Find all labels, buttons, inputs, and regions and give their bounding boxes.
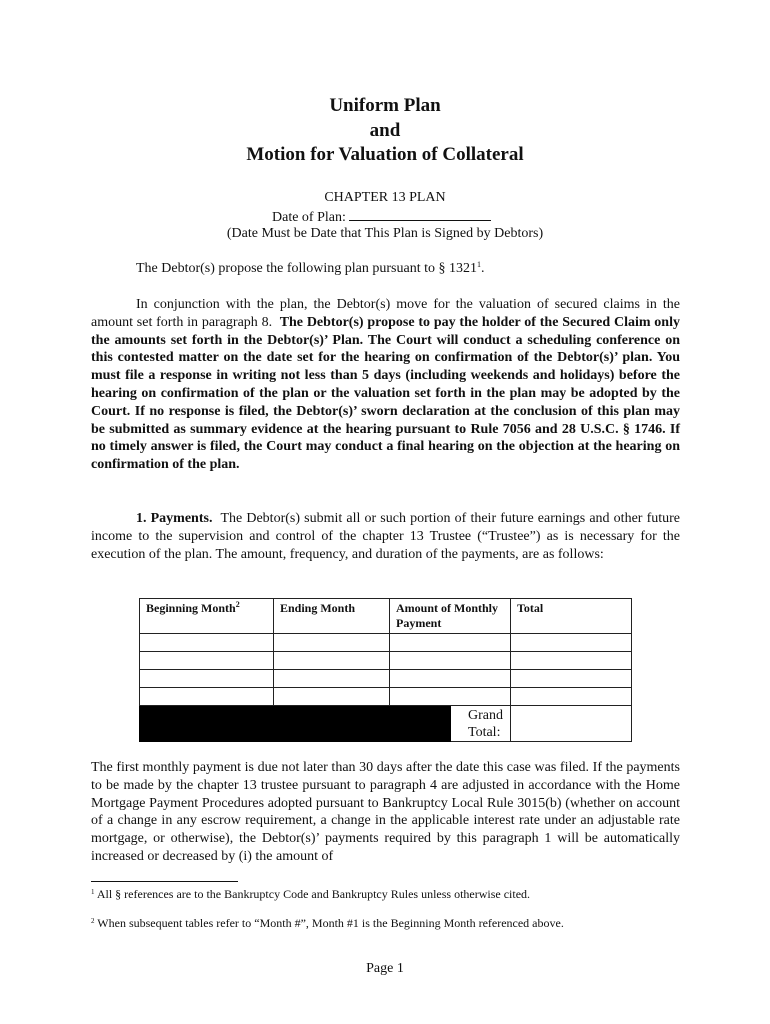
- table-cell[interactable]: [511, 688, 632, 706]
- page-number: Page 1: [366, 961, 404, 976]
- shaded-block: [140, 706, 451, 742]
- table-cell[interactable]: [390, 652, 511, 670]
- payments-heading: 1. Payments.: [136, 511, 213, 526]
- table-cell[interactable]: [511, 652, 632, 670]
- table-cell[interactable]: [274, 652, 390, 670]
- footnote-ref-2: 2: [235, 600, 240, 609]
- date-note: (Date Must be Date that This Plan is Signed by Debtors): [226, 226, 544, 241]
- payments-paragraph: [91, 510, 680, 563]
- table-row: [140, 670, 632, 688]
- table-row: [140, 634, 632, 652]
- table-cell[interactable]: [274, 634, 390, 652]
- grand-total-row: [140, 706, 632, 742]
- table-cell[interactable]: [511, 670, 632, 688]
- footnote-1-text: All § references are to the Bankruptcy Code and Bankruptcy Rules unless otherwise cited.: [96, 887, 531, 901]
- date-of-plan-label: Date of Plan:: [272, 210, 346, 225]
- date-of-plan-blank: [349, 207, 491, 221]
- conjunction-bold: The Debtor(s) propose to pay the holder of the Secured Claim only the amounts set forth in the Debtor(s)’ Plan. The Court will conduct a scheduling conference on this contested matter on the date set for the hearing on confirmation of the Debtor(s)’ plan. You must file a response in writing not less than 5 days (including weekends and holidays) before the hearing on confirmation of the plan or the valuation set forth in the plan may be adopted by the Court. If no response is filed, the Debtor(s)’ sworn declaration at the conclusion of this plan may be submitted as summary evidence at the hearing pursuant to Rule 7056 and 28 U.S.C. § 1746. If no timely answer is filed, the Court may conduct a final hearing on the objection at the hearing on confirmation of the plan.: [91, 314, 680, 473]
- footnote-ref-1: 1: [477, 260, 481, 269]
- conjunction-paragraph: [91, 296, 680, 474]
- table-cell[interactable]: [390, 634, 511, 652]
- chapter-heading: CHAPTER 13 PLAN: [324, 190, 446, 205]
- title-line-2: and: [369, 119, 401, 141]
- header-beginning-month: Beginning Month$^2$: [140, 599, 274, 634]
- table-cell[interactable]: [390, 688, 511, 706]
- grand-total-value[interactable]: [511, 706, 632, 742]
- first-payment-paragraph: The first monthly payment is due not later than 30 days after the date this case was filed. If the payments to be made by the chapter 13 trustee pursuant to paragraph 4 are adjusted in accordance with the Home Mortgage Payment Procedures adopted pursuant to Bankruptcy Local Rule 3015(b) (whether on account of a change in any escrow requirement, a change in the applicable interest rate under an adjustable rate mortgage, or otherwise), the Debtor(s)’ payments required by this paragraph 1 will be automatically increased or decreased by (i) the amount of: [91, 760, 680, 864]
- footnote-2: [91, 916, 564, 931]
- table-cell[interactable]: [140, 670, 274, 688]
- conjunction-plain: In conjunction with the plan, the Debtor(s) move for the valuation of secured claims in the amount set forth in paragraph 8.: [91, 297, 680, 330]
- table-cell[interactable]: [390, 670, 511, 688]
- footnote-2-number: 2: [91, 917, 95, 925]
- table-cell[interactable]: [511, 634, 632, 652]
- footnote-1-number: 1: [91, 888, 95, 896]
- propose-paragraph: [91, 260, 680, 278]
- header-amount-monthly: Amount of Monthly Payment: [390, 599, 511, 634]
- header-ending-month: Ending Month: [274, 599, 390, 634]
- footnote-2-text: When subsequent tables refer to “Month #”, Month #1 is the Beginning Month referenced above.: [97, 916, 564, 930]
- table-cell[interactable]: [140, 688, 274, 706]
- table-cell[interactable]: [140, 652, 274, 670]
- table-row: [140, 652, 632, 670]
- title-line-3: Motion for Valuation of Collateral: [246, 144, 524, 165]
- title-line-1: Uniform Plan: [329, 95, 441, 116]
- payment-table: [139, 598, 632, 742]
- footnote-1: [91, 887, 530, 902]
- propose-text: The Debtor(s) propose the following plan pursuant to § 1321: [136, 261, 477, 276]
- propose-end: .: [481, 261, 485, 276]
- document-title: [0, 94, 770, 168]
- payments-text: The Debtor(s) submit all or such portion of their future earnings and other future income to the supervision and control of the chapter 13 Trustee (“Trustee”) as is necessary for the execution of the plan. The amount, frequency, and duration of the payments, are as follows:: [91, 511, 681, 562]
- header-total: Total: [511, 599, 632, 634]
- date-of-plan: [272, 207, 491, 227]
- table-row: [140, 688, 632, 706]
- grand-total-label: Grand Total:: [451, 706, 511, 742]
- table-cell[interactable]: [274, 670, 390, 688]
- table-cell[interactable]: [274, 688, 390, 706]
- footnote-divider: [91, 881, 238, 882]
- table-cell[interactable]: [140, 634, 274, 652]
